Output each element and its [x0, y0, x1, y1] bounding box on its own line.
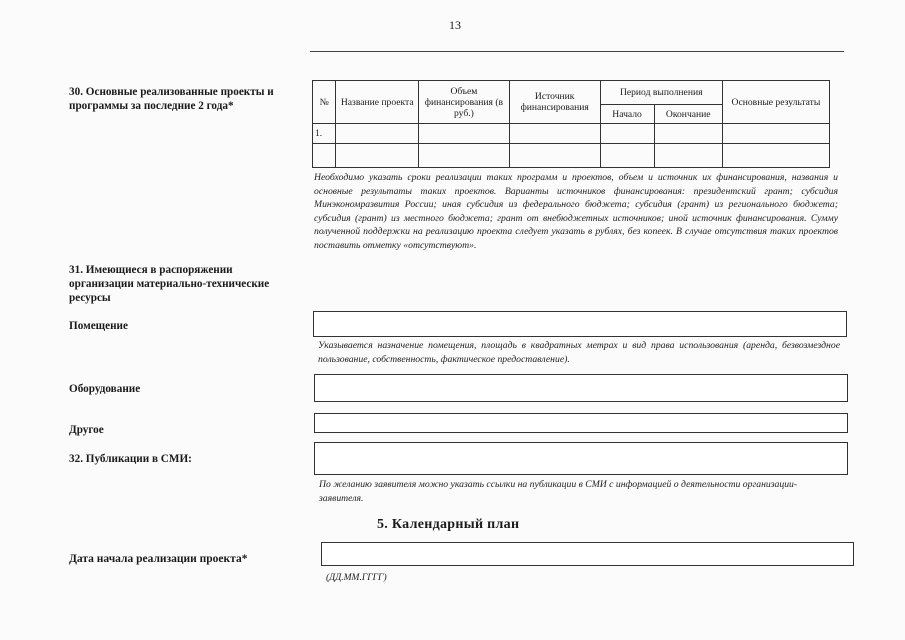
table-row — [313, 124, 830, 144]
col-header-period: Период выполнения — [600, 81, 722, 105]
equipment-field[interactable] — [314, 374, 848, 402]
row-source-cell[interactable] — [509, 144, 600, 168]
col-header-num: № — [313, 81, 336, 124]
col-header-name: Название проекта — [336, 81, 419, 124]
section-31-label: 31. Имеющиеся в распоряжении организации материально-технические ресурсы — [69, 264, 270, 304]
start-date-label: Дата начала реализации проекта* — [69, 553, 248, 565]
row-num-cell — [313, 144, 336, 168]
publications-hint: По желанию заявителя можно указать ссылки на публикации в СМИ с информацией о деятельности организации-заявителя. — [319, 479, 798, 504]
row-volume-cell[interactable] — [419, 124, 510, 144]
other-label: Другое — [69, 424, 104, 436]
row-results-cell[interactable] — [722, 144, 829, 168]
section-32-label: 32. Публикации в СМИ: — [69, 453, 192, 465]
row-source-cell[interactable] — [509, 124, 600, 144]
col-header-results: Основные результаты — [722, 81, 829, 124]
other-field[interactable] — [314, 413, 848, 433]
col-header-source: Источник финансирования — [509, 81, 600, 124]
row-end-cell[interactable] — [654, 124, 722, 144]
table-row — [313, 144, 830, 168]
premises-hint: Указывается назначение помещения, площадь в квадратных метрах и вид права использования (аренда, безвозмездное пользование, собственность, фактическое предоставление). — [318, 340, 840, 365]
col-header-volume: Объем финансирования (в руб.) — [419, 81, 510, 124]
premises-field[interactable] — [313, 311, 847, 337]
header-divider — [310, 51, 844, 52]
premises-label: Помещение — [69, 320, 128, 332]
publications-field[interactable] — [314, 442, 848, 475]
row-start-cell[interactable] — [600, 124, 654, 144]
section-30-label: 30. Основные реализованные проекты и программы за последние 2 года* — [69, 86, 274, 112]
col-header-start: Начало — [600, 105, 654, 124]
page-number: 13 — [449, 18, 461, 32]
row-start-cell[interactable] — [600, 144, 654, 168]
start-date-field[interactable] — [321, 542, 854, 566]
row-name-cell[interactable] — [336, 124, 419, 144]
row-results-cell[interactable] — [722, 124, 829, 144]
row-end-cell[interactable] — [654, 144, 722, 168]
projects-table — [312, 80, 830, 168]
row-volume-cell[interactable] — [419, 144, 510, 168]
row-num-cell: 1. — [313, 124, 336, 144]
row-name-cell[interactable] — [336, 144, 419, 168]
date-format-hint: (ДД.ММ.ГГГГ) — [326, 573, 387, 583]
calendar-plan-heading: 5. Календарный план — [377, 517, 520, 532]
section-30-hint: Необходимо указать сроки реализации таких программ и проектов, объем и источник их финансирования, названия и основные результаты таких проектов. Варианты источников финансирования: президентский грант; субсидия Минэкономразвития России; иная субсидия из федерального бюджета; субсидия (грант) из регионального бюджета; субсидия (грант) из местного бюджета; грант от внебюджетных источников; иной источник финансирования. Сумму полученной поддержки на реализацию проекта следует указать в рублях, без копеек. В случае отсутствия таких проектов поставить отметку «отсутствуют». — [314, 172, 838, 251]
col-header-end: Окончание — [654, 105, 722, 124]
equipment-label: Оборудование — [69, 383, 141, 395]
